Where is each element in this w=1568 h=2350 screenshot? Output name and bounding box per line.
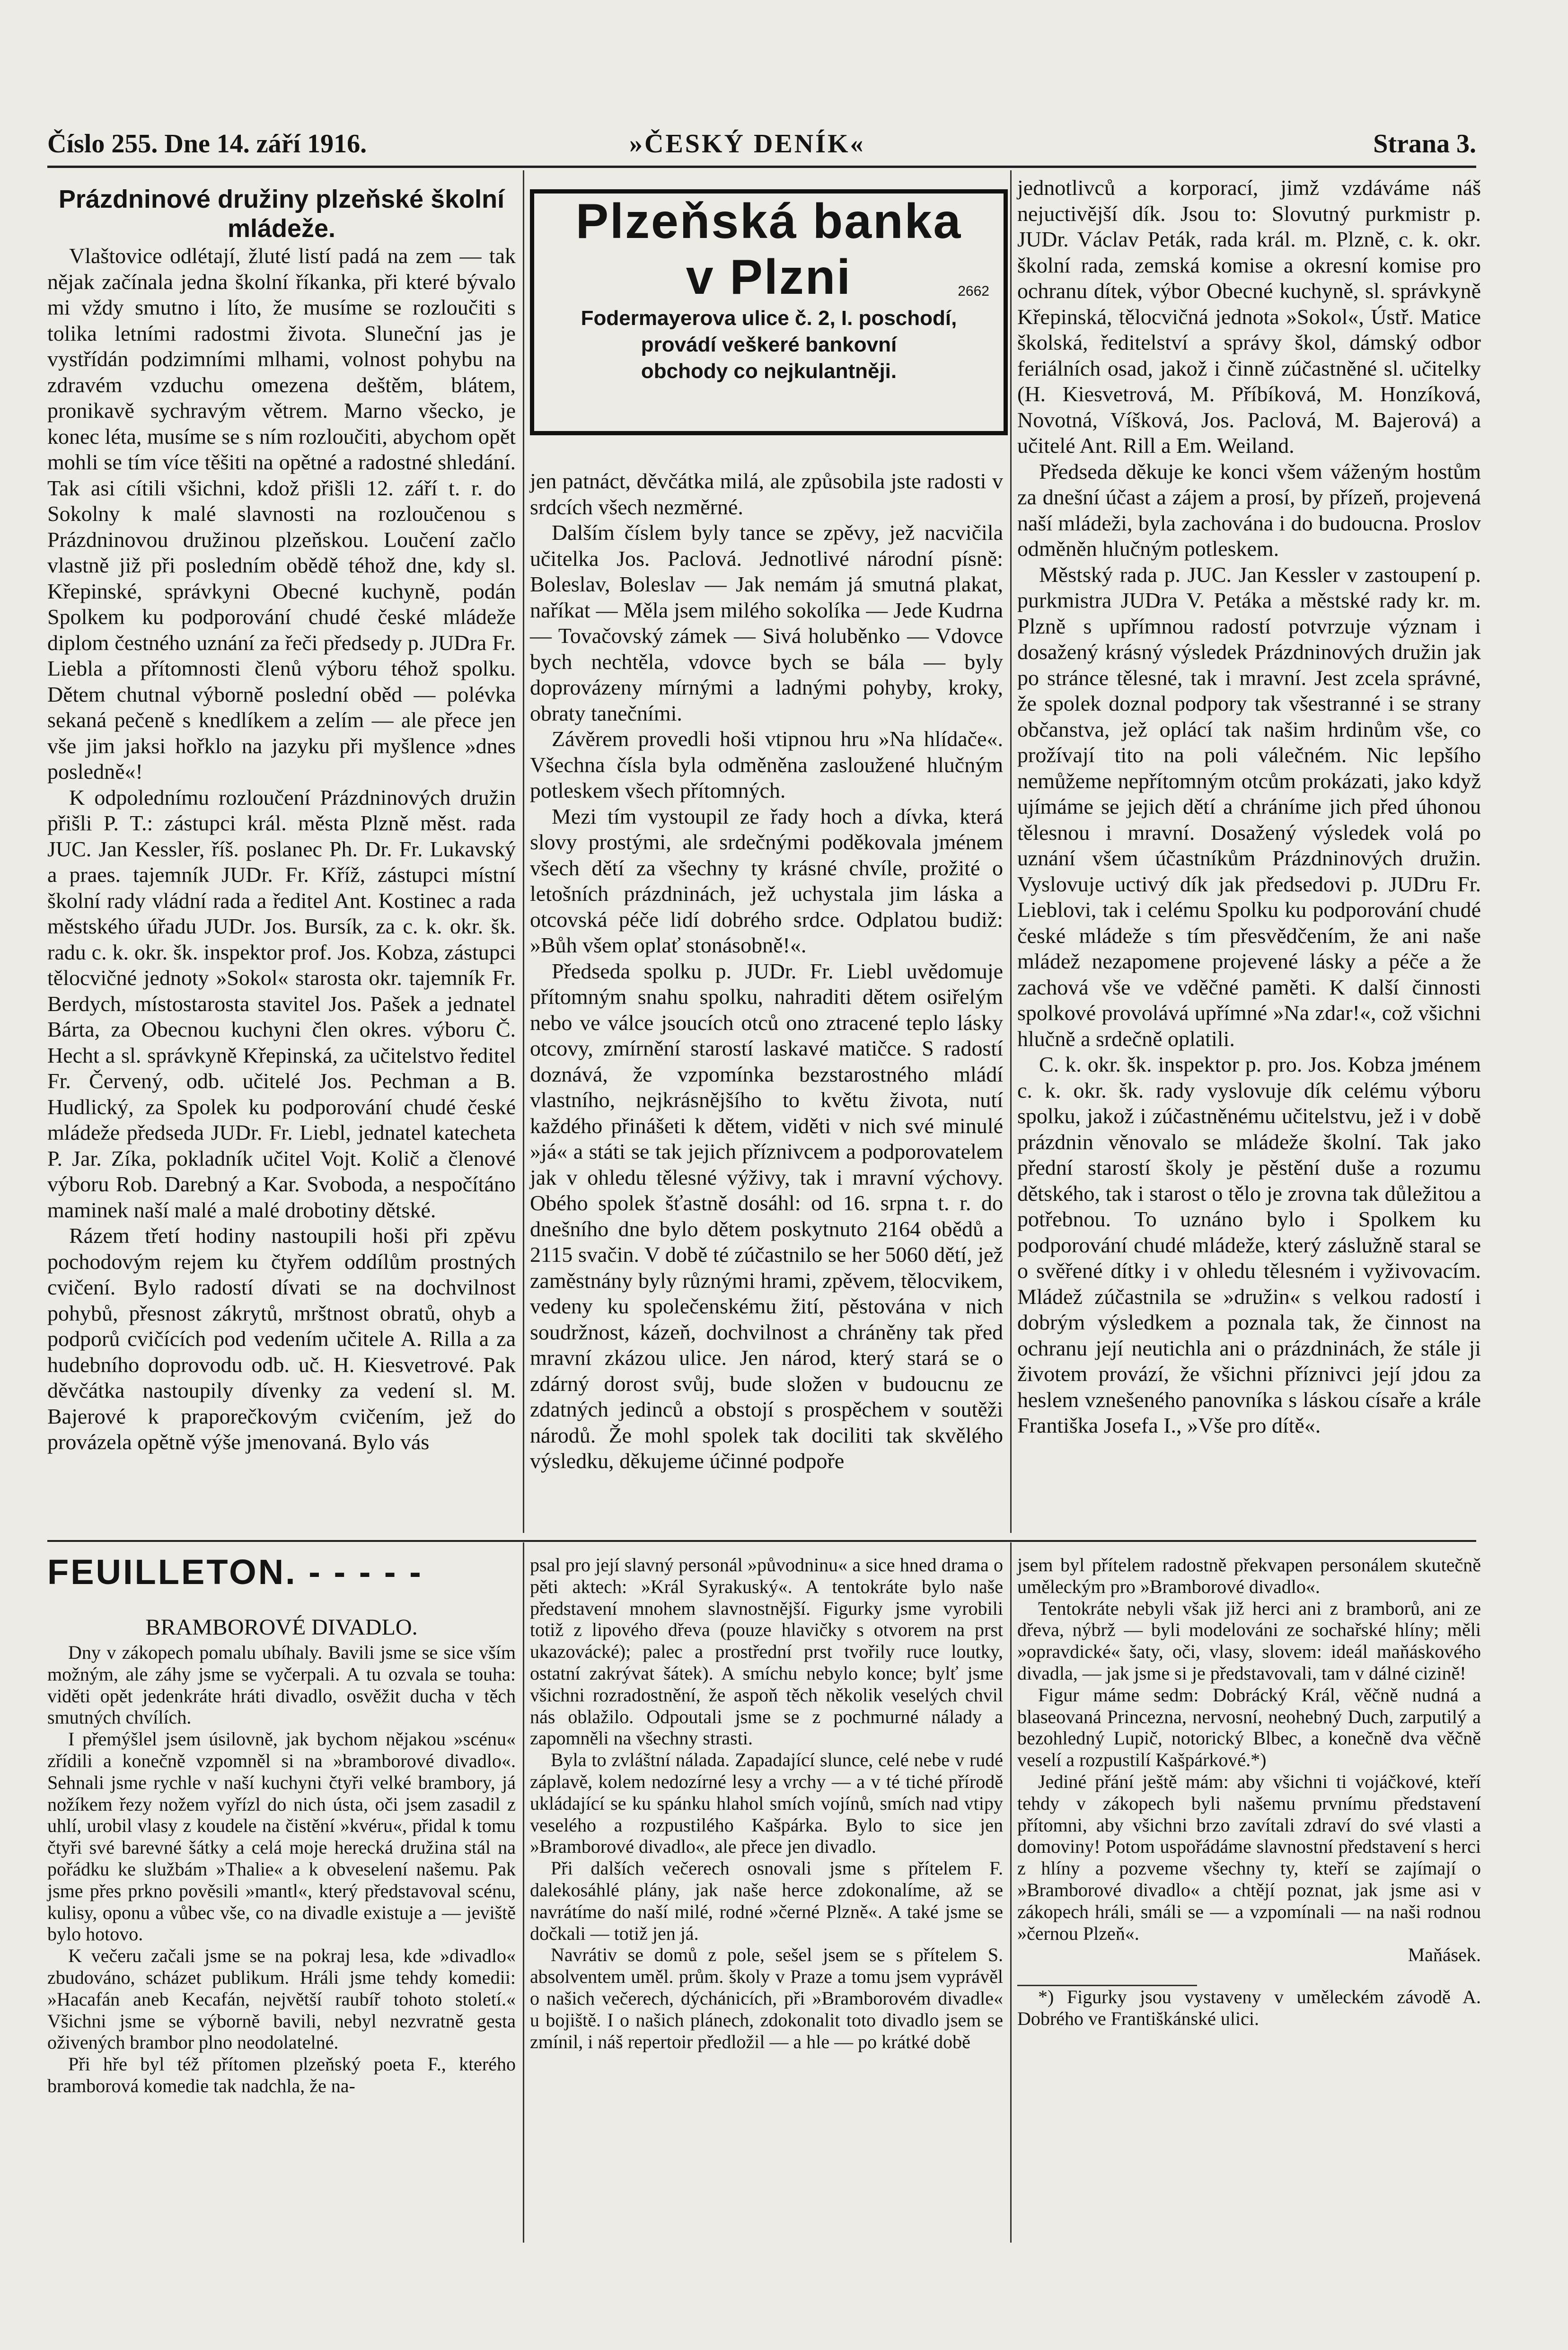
feuilleton-paragraph: Navrátiv se domů z pole, sešel jsem se s přítelem S. absolventem uměl. prům. školy v Praze a tomu jsem vyprávěl o našich večerech, dýchánicích, při »Bramborovém divadle« u bojiště. I o našich plánech, zdokonalit toto divadlo jsem se zmínil, i náš repertoir předložil — a hle — po krátké době: [530, 1944, 1003, 2052]
feuilleton-column-1: [47, 1613, 516, 2097]
article-paragraph: jen patnáct, děvčátka milá, ale způsobila jste radosti v srdcích všech nezměrné.: [530, 469, 1003, 519]
feuilleton-column-2: [530, 1554, 1003, 2052]
feuilleton-paragraph: Při dalších večerech osnovali jsme s přítelem F. dalekosáhlé plány, jak naše herce zdokonalíme, až se navrátíme do naší milé, rodné »černé Plzně«. A také jsme se dočkali — totiž jen já.: [530, 1857, 1003, 1944]
ad-bank-city: v Plzni: [686, 250, 852, 305]
article-column-2: [530, 468, 1003, 1474]
article-column-3: [1017, 175, 1481, 1439]
feuilleton-paragraph: I přemýšlel jsem úsilovně, jak bychom nějakou »scénu« zřídili a konečně vzpomněl si na »bramborové divadlo«. Sehnali jsme rychle v naší kuchyni čtyři velké brambory, já nožíkem řezy nožem vyřízl do nich ústa, oči jsem zasadil z uhlí, urobil vlasy z koudele na čistění »kvéru«, přidal k tomu čtyři své barevné šátky a celá moje herecká družina stál na pořádku ke službám »Thalie« a k obveselení našemu. Pak jsme přes prkno pověsili »mantl«, který představoval scénu, kulisy, oponu a vůbec vše, co na divadle existuje a — jeviště bylo hotovo.: [47, 1728, 516, 1945]
newspaper-page: [28, 28, 1538, 2323]
article-paragraph: Mezi tím vystoupil ze řady hoch a dívka, která slovy prostými, ale srdečnými poděkovala jménem všech dětí za všechny ty krásné chvíle, prožité o letošních prázdninách, jež uchystala jim láska a otcovská péče lidí dobrého srdce. Odplatou budiž: »Bůh všem oplať stonásobně!«.: [530, 804, 1003, 957]
feuilleton-paragraph: Figur máme sedm: Dobrácký Král, věčně nudná a blaseovaná Princezna, nervosní, neohebný Duch, zarputilý a bezohledný Lupič, notorický Blbec, a konečně dva věčně veselí a rozpustilí Kašpárkové.*): [1017, 1684, 1481, 1771]
article-paragraph: K odpolednímu rozloučení Prázdninových družin přišli P. T.: zástupci král. města Plzně měst. rada JUC. Jan Kessler, říš. poslanec Ph. Dr. Fr. Lukavský a praes. tajemník JUDr. Fr. Kříž, zástupci místní školní rady vládní rada a ředitel Ant. Kostinec a rada městského úřadu JUDr. Jos. Bursík, za c. k. okr. šk. radu c. k. okr. šk. inspektor prof. Jos. Kobza, zástupci tělocvičné jednoty »Sokol« starosta okr. tajemník Fr. Berdych, místostarosta stavitel Jos. Pašek a jednatel Bárta, za Obecnou kuchyni člen okres. výboru Č. Hecht a sl. správkyně Křepinská, za učitelstvo ředitel Fr. Červený, odb. učitelé Jos. Pechman a B. Hudlický, za Spolek ku podporování chudé české mládeže předseda JUDr. Fr. Liebl, jednatel katecheta P. Jar. Zíka, pokladník učitel Vojt. Količ a členové výboru Rob. Darebný a Kar. Svoboda, a nespočítáno maminek naší malé a malé drobotiny dětské.: [47, 785, 516, 1222]
feuilleton-paragraph: Dny v zákopech pomalu ubíhaly. Bavili jsme se sice vším možným, ale záhy jsme se vyčerpali. A tu ozvala se touha: viděti opět jedenkráte hráti divadlo, osvěžit ducha v těch smutných chvílích.: [47, 1642, 516, 1728]
issue-date: Číslo 255. Dne 14. září 1916.: [47, 129, 367, 158]
article-paragraph: Vlaštovice odlétají, žluté listí padá na zem — tak nějak začínala jedna školní říkanka, při které bývalo mi vždy smutno i líto, že musíme se rozloučiti s tolika letními radostmi života. Sluneční jas je vystřídán podzimními mlhami, volnost pohybu na zdravém vzduchu omezena deštěm, blátem, pronikavě sychravým větrem. Marno všecko, je konec léta, musíme se s ním rozloučiti, abychom opět mohli se tím více těšiti na opětné a radostné shledání. Tak asi cítili všichni, kdož přišli 12. září t. r. do Sokolny k malé slavnosti na rozloučenou s Prázdninovou družinou plzeňskou. Loučení začlo vlastně již při posledním obědě téhož dne, kdy sl. Křepinské, správkyni Obecné kuchyně, podán Spolkem ku podporování chudé české mládeže diplom čestného uznání za řeči předsedy p. JUDra Fr. Liebla a přítomnosti členů výboru téhož spolku. Dětem chutnal výborně poslední oběd — polévka sekaná pečeně s knedlíkem a zelím — ale přece jen vše jim jaksi hořklo na jazyku při myšlence »dnes posledně«!: [47, 244, 516, 783]
article-paragraph: jednotlivců a korporací, jimž vzdáváme náš nejuctivější dík. Jsou to: Slovutný purkmistr p. JUDr. Václav Peták, rada král. m. Plzně, c. k. okr. školní rada, zemská komise a okresní komise pro ochranu dítek, výbor Obecné kuchyně, sl. správkyně Křepinská, tělocvičná jednota »Sokol«, Ústř. Matice školská, ředitelství a správy škol, dámský odbor feriálních osad, jakož i činně zúčastněné sl. učitelky (H. Kiesvetrová, M. Příbíková, M. Honzíková, Novotná, Víšková, Jos. Paclová, M. Bajerová) a učitelé Ant. Rill a Em. Weiland.: [1017, 176, 1481, 458]
article-paragraph: Rázem třetí hodiny nastoupili hoši při zpěvu pochodovým rejem ku čtyřem oddílům prostných cvičení. Bylo radostí dívati se na dochvilnost pohybů, přesnost zákrytů, mrštnost obratů, ohyb a podporů cvičících pod vedením učitele A. Rilla a za hudebního doprovodu odb. uč. H. Kiesvetrové. Pak děvčátka nastoupily dívenky za vedení sl. M. Bajerové k praporečkovým cvičením, jež do provázela opětně výše jmenovaná. Bylo vás: [47, 1223, 516, 1454]
column-divider: [523, 170, 524, 1533]
feuilleton-divider: [47, 1540, 1476, 1542]
newspaper-name: »ČESKÝ DENÍK«: [629, 129, 865, 158]
author-signature: Maňásek.: [1408, 1944, 1481, 1966]
footnote: *) Figurky jsou vystaveny v uměleckém závodě A. Dobrého ve Františkánské ulici.: [1017, 1986, 1481, 2029]
column-divider: [1010, 170, 1012, 1533]
column-divider: [1010, 1542, 1012, 2243]
page-header: [47, 109, 1476, 168]
article-paragraph: Městský rada p. JUC. Jan Kessler v zastoupení p. purkmistra JUDra V. Petáka a městské rady kr. m. Plzně s upřímnou radostí potvrzuje význam i dosažený krásný výsledek Prázdninových družin jak po stránce tělesné, tak i mravní. Jest zcela správné, že spolek doznal podpory tak všestranné i se strany občanstva, jež oplácí tak našim hrdinům vše, co prožívají tito na poli válečném. Nic lepšího nemůžeme nepřítomným otcům prokázati, jako když ujímáme se jejich dětí a chráníme jich před úhonou tělesnou i mravní. Dosažený výsledek volá po uznání všem účastníkům Prázdninových družin. Vyslovuje uctivý dík jak předsedovi p. JUDru Fr. Lieblovi, tak i celému Spolku ku podporování chudé české mládeže s tím přesvědčením, že ani naše mládež nezapomene projevené lásky a péče a že zachová vše ve vděčné paměti. K další činnosti spolkové provolává upřímné »Na zdar!«, což všichni hlučně a srdečně oplatili.: [1017, 562, 1481, 1051]
feuilleton-paragraph: Jediné přání ještě mám: aby všichni ti vojáčkové, kteří tehdy v zákopech byli našemu prvnímu představení přítomni, aby všichni brzo zavítali zdraví do své vlasti a domoviny! Potom uspořádáme slavnostní představení s herci z hlíny a pozveme všechny ty, kteří se zajímají o »Bramborové divadlo« a chtějí poznat, jak jsme asi v zákopech hráli, smáli se — a vzpomínali — na naši rodnou »černou Plzeň«.: [1017, 1770, 1481, 1944]
ad-number: 2662: [958, 283, 989, 299]
article-paragraph: Předseda děkuje ke konci všem váženým hostům za dnešní účast a zájem a prosí, by přízeň, projevená naší mládeži, byla zachována i do budoucna. Proslov odměněn hlučným potleskem.: [1017, 459, 1481, 561]
feuilleton-paragraph: jsem byl přítelem radostně překvapen personálem skutečně uměleckým pro »Bramborové divadlo«.: [1017, 1554, 1481, 1597]
ad-address: Fodermayerova ulice č. 2, I. poschodí,: [581, 307, 957, 330]
article-paragraph: C. k. okr. šk. inspektor p. pro. Jos. Kobza jménem c. k. okr. šk. rady vyslovuje dík celému výboru spolku, jakož i zúčastněnému učitelstvu, jež i v době prázdnin věnovalo se mládeže školní. Tak jako přední starostí školy je pěstění duše a rozumu dětského, tak i starost o tělo je zrovna tak důležitou a potřebnou. To uznáno bylo i Spolkem ku podporování chudé mládeže, který záslužně staral se o svěřené dítky i v ohledu tělesném i vyživovacím. Mládež zúčastnila se »družin« s velkou radostí i dobrým výsledkem a poznala tak, že činnost na ochranu její neutichla ani o prázdninách, že stále ji životem provází, že všichni příznivci její jdou za heslem vznešeného panovníka s láskou císaře a krále Františka Josefa I., »Vše pro dítě«.: [1017, 1052, 1481, 1437]
article-title: Prázdninové družiny plzeňské školní mládeže.: [58, 185, 505, 243]
feuilleton-subtitle: BRAMBOROVÉ DIVADLO.: [145, 1615, 418, 1640]
bank-advertisement: [530, 189, 1008, 435]
feuilleton-column-3: [1017, 1554, 1481, 2030]
feuilleton-paragraph: K večeru začali jsme se na pokraj lesa, kde »divadlo« zbudováno, scházet publikum. Hráli jsme tehdy komedii: »Hacafán aneb Kecafán, největší raubíř tohoto století.« Všichni jsme se výborně bavili, nebyl nezvratně gesta oživených brambor plno neodolatelné.: [47, 1945, 516, 2053]
ad-services-1: provádí veškeré bankovní: [641, 333, 897, 356]
feuilleton-paragraph: Tentokráte nebyli však již herci ani z bramborů, ani ze dřeva, nýbrž — byli modelováni ze sochařské hlíny; měli »opravdické« šaty, oči, vlasy, slovem: ideál maňáskového divadla, — jak jsme si je představovali, tam v dálné cizině!: [1017, 1597, 1481, 1684]
feuilleton-heading: FEUILLETON. - - - - -: [47, 1552, 423, 1592]
feuilleton-paragraph: psal pro její slavný personál »původninu« a sice hned drama o pěti aktech: »Král Syrakuský«. A tentokráte bylo naše představení mnohem slavnostnější. Figurky jsme vyrobili totiž z lipového dřeva (pouze hlavičky s otvorem na prst ukazovácké); palec a prostřední prst tvořily ruce loutky, ostatní zakrývat šátek). A smíchu nebylo konce; bylť jsme všichni rozradostnění, že aspoň těch několik veselých chvil nás oblažilo. Odpoutali jsme se z pochmurné nálady a zapomněli na všechny strasti.: [530, 1554, 1003, 1749]
article-paragraph: Předseda spolku p. JUDr. Fr. Liebl uvědomuje přítomným snahu spolku, nahraditi dětem osiřelým nebo ve válce jsoucích otců ono ztracené teplo lásky otcovy, zmírnění starostí laskavé matičce. S radostí doznává, že vzpomínka bezstarostného mládí vlastního, nejkrásnějšího to květu života, nutí každého přinášeti k dětem, viděti v nich své minulé »já« a státi se tak jejich příznivcem a podporovatelem jak v ohledu tělesné výživy, tak i mravní výchovy. Obého spolek šťastně dosáhl: od 16. srpna t. r. do dnešního dne bylo dětem poskytnuto 2164 obědů a 2115 svačin. V době té zúčastnilo se her 5060 dětí, jež zaměstnány byly různými hrami, zpěvem, tělocvikem, vedeny ku společenskému žití, pěstována v nich soudržnost, kázeň, dochvilnost a chráněny tak před mravní zkázou ulice. Jen národ, který stará se o zdárný dorost svůj, bude složen v budoucnu ze zdatných jedinců a obstojí s prospěchem v soutěži národů. Že mohl spolek tak dociliti tak skvělého výsledku, děkujeme účinné podpoře: [530, 959, 1003, 1473]
feuilleton-paragraph: Při hře byl též přítomen plzeňský poeta F., kterého bramborová komedie tak nadchla, že na-: [47, 2053, 516, 2096]
feuilleton-paragraph: Byla to zvláštní nálada. Zapadající slunce, celé nebe v rudé záplavě, kolem nedozírné lesy a vrchy — a v té tiché přírodě ukládající se ku spánku hlahol smích vojínů, smích nad vtipy veselého a rozpustilého Kašpárka. Bylo to sice jen »Bramborové divadlo«, ale přece jen divadlo.: [530, 1749, 1003, 1857]
page-number: Strana 3.: [1373, 129, 1476, 158]
column-divider: [523, 1542, 524, 2243]
ad-services-2: obchody co nejkulantněji.: [641, 360, 897, 383]
article-paragraph: Závěrem provedli hoši vtipnou hru »Na hlídače«. Všechna čísla byla odměněna zasloužené hlučným potleskem všech přítomných.: [530, 727, 1003, 802]
article-paragraph: Dalším číslem byly tance se zpěvy, jež nacvičila učitelka Jos. Paclová. Jednotlivé národní písně: Boleslav, Boleslav — Jak nemám já smutná plakat, naříkat — Měla jsem milého sokolíka — Jede Kudrna — Tovačovský zámek — Sivá holuběnko — Vdovce bych nechtěla, vdovce bych se bála — byly doprovázeny mírnými a ladnými pohyby, kroky, obraty tanečními.: [530, 520, 1003, 725]
article-column-1: [47, 185, 516, 1455]
ad-bank-name: Plzeňská banka: [575, 194, 962, 249]
